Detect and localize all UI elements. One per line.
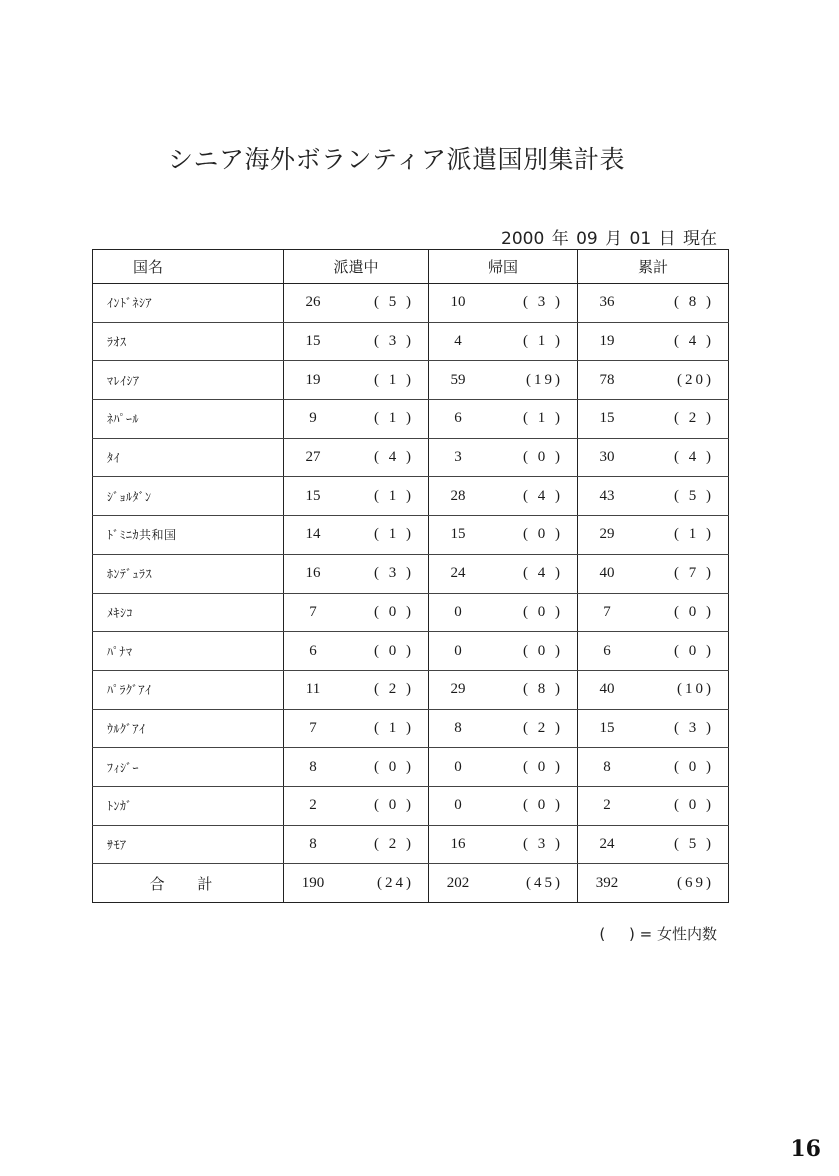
dispatched-cell — [284, 284, 429, 323]
table-row — [93, 593, 729, 632]
country-name: ﾎﾝﾃﾞｭﾗｽ — [93, 554, 284, 593]
table-row — [93, 400, 729, 439]
returned-women-count: ( 0 ) — [523, 449, 563, 466]
returned-count: 3 — [454, 449, 462, 466]
returned-women-count: ( 1 ) — [523, 333, 563, 350]
cumulative-cell — [578, 438, 729, 477]
cumulative-women-count: (20) — [677, 371, 714, 388]
returned-cell — [429, 438, 578, 477]
header-returned: 帰国 — [429, 250, 578, 284]
cumulative-count: 40 — [599, 681, 615, 698]
as-of-month-unit: 月 — [605, 229, 623, 249]
cumulative-cell — [578, 632, 729, 671]
returned-cell — [429, 361, 578, 400]
dispatched-cell — [284, 322, 429, 361]
returned-count: 24 — [450, 565, 466, 582]
cumulative-count: 7 — [603, 603, 611, 620]
cumulative-cell — [578, 670, 729, 709]
country-name: ﾊﾟﾗｸﾞｱｲ — [93, 670, 284, 709]
cumulative-count: 30 — [599, 449, 615, 466]
returned-count: 59 — [450, 371, 466, 388]
dispatched-women-count: ( 0 ) — [374, 642, 414, 659]
table-row — [93, 284, 729, 323]
as-of-date — [501, 224, 719, 249]
table-body — [93, 284, 729, 864]
returned-women-count: ( 1 ) — [523, 410, 563, 427]
cumulative-count: 15 — [599, 410, 615, 427]
cumulative-women-count: ( 7 ) — [674, 565, 714, 582]
total-returned-cell — [429, 864, 578, 903]
dispatched-cell — [284, 709, 429, 748]
returned-cell — [429, 477, 578, 516]
legend-note: ( ) = 女性内数 — [599, 925, 717, 943]
returned-cell — [429, 632, 578, 671]
table-row — [93, 825, 729, 864]
country-name: ﾒｷｼｺ — [93, 593, 284, 632]
dispatched-cell — [284, 554, 429, 593]
returned-cell — [429, 322, 578, 361]
dispatched-count: 15 — [305, 333, 321, 350]
cumulative-cell — [578, 748, 729, 787]
dispatched-count: 2 — [309, 797, 317, 814]
cumulative-women-count: ( 2 ) — [674, 410, 714, 427]
dispatched-count: 15 — [305, 487, 321, 504]
dispatched-count: 16 — [305, 565, 321, 582]
cumulative-count: 40 — [599, 565, 615, 582]
dispatched-count: 19 — [305, 371, 321, 388]
cumulative-women-count: ( 4 ) — [674, 333, 714, 350]
cumulative-cell — [578, 322, 729, 361]
cumulative-count: 78 — [599, 371, 615, 388]
country-name: ﾏﾚｲｼｱ — [93, 361, 284, 400]
dispatched-cell — [284, 593, 429, 632]
dispatched-count: 14 — [305, 526, 321, 543]
dispatched-women-count: ( 0 ) — [374, 603, 414, 620]
dispatched-cell — [284, 516, 429, 555]
dispatched-women-count: ( 3 ) — [374, 565, 414, 582]
cumulative-women-count: ( 0 ) — [674, 758, 714, 775]
returned-women-count: ( 0 ) — [523, 603, 563, 620]
dispatched-women-count: ( 0 ) — [374, 797, 414, 814]
country-name: ﾊﾟﾅﾏ — [93, 632, 284, 671]
cumulative-count: 8 — [603, 758, 611, 775]
dispatched-women-count: ( 5 ) — [374, 294, 414, 311]
table-row — [93, 632, 729, 671]
dispatched-count: 8 — [309, 758, 317, 775]
returned-women-count: (19) — [526, 371, 563, 388]
dispatched-women-count: ( 1 ) — [374, 410, 414, 427]
cumulative-count: 29 — [599, 526, 615, 543]
header-dispatched: 派遣中 — [284, 250, 429, 284]
dispatched-cell — [284, 632, 429, 671]
returned-count: 29 — [450, 681, 466, 698]
volunteer-summary-table — [92, 249, 729, 903]
returned-count: 0 — [454, 642, 462, 659]
returned-count: 6 — [454, 410, 462, 427]
total-dispatched: 190 — [301, 874, 325, 891]
cumulative-cell — [578, 554, 729, 593]
returned-count: 16 — [450, 835, 466, 852]
dispatched-cell — [284, 670, 429, 709]
cumulative-women-count: ( 3 ) — [674, 719, 714, 736]
country-name: ﾌｨｼﾞｰ — [93, 748, 284, 787]
country-name: ﾀｲ — [93, 438, 284, 477]
page-number: 16 — [790, 1136, 821, 1162]
total-label: 合 計 — [93, 864, 284, 903]
country-name: ｲﾝﾄﾞﾈｼｱ — [93, 284, 284, 323]
country-name: ﾄﾝｶﾞ — [93, 786, 284, 825]
returned-count: 8 — [454, 719, 462, 736]
cumulative-cell — [578, 593, 729, 632]
table-row — [93, 709, 729, 748]
cumulative-cell — [578, 709, 729, 748]
total-cumulative-women: (69) — [677, 874, 714, 891]
cumulative-cell — [578, 400, 729, 439]
cumulative-count: 36 — [599, 294, 615, 311]
country-name: ﾄﾞﾐﾆｶ共和国 — [93, 516, 284, 555]
dispatched-cell — [284, 400, 429, 439]
returned-count: 4 — [454, 333, 462, 350]
cumulative-cell — [578, 786, 729, 825]
dispatched-count: 26 — [305, 294, 321, 311]
cumulative-cell — [578, 284, 729, 323]
cumulative-cell — [578, 825, 729, 864]
header-cumulative: 累計 — [578, 250, 729, 284]
returned-women-count: ( 4 ) — [523, 487, 563, 504]
country-name: ｻﾓｱ — [93, 825, 284, 864]
cumulative-cell — [578, 477, 729, 516]
country-name: ｳﾙｸﾞｱｲ — [93, 709, 284, 748]
dispatched-cell — [284, 786, 429, 825]
returned-count: 15 — [450, 526, 466, 543]
total-row — [93, 864, 729, 903]
returned-count: 0 — [454, 758, 462, 775]
returned-women-count: ( 3 ) — [523, 294, 563, 311]
dispatched-count: 27 — [305, 449, 321, 466]
dispatched-women-count: ( 0 ) — [374, 758, 414, 775]
dispatched-women-count: ( 1 ) — [374, 719, 414, 736]
cumulative-women-count: ( 0 ) — [674, 797, 714, 814]
cumulative-count: 24 — [599, 835, 615, 852]
cumulative-count: 15 — [599, 719, 615, 736]
as-of-day-unit: 日 — [658, 229, 676, 249]
table-header-row — [93, 250, 729, 284]
returned-count: 10 — [450, 294, 466, 311]
country-name: ｼﾞｮﾙﾀﾞﾝ — [93, 477, 284, 516]
returned-cell — [429, 516, 578, 555]
dispatched-count: 11 — [305, 681, 321, 698]
returned-women-count: ( 0 ) — [523, 526, 563, 543]
returned-women-count: ( 0 ) — [523, 642, 563, 659]
cumulative-count: 6 — [603, 642, 611, 659]
as-of-year-unit: 年 — [551, 229, 569, 249]
dispatched-count: 7 — [309, 719, 317, 736]
returned-count: 28 — [450, 487, 466, 504]
country-name: ﾗｵｽ — [93, 322, 284, 361]
returned-cell — [429, 748, 578, 787]
dispatched-count: 7 — [309, 603, 317, 620]
table-row — [93, 786, 729, 825]
returned-women-count: ( 0 ) — [523, 797, 563, 814]
table-row — [93, 438, 729, 477]
returned-cell — [429, 593, 578, 632]
dispatched-women-count: ( 1 ) — [374, 371, 414, 388]
table-row — [93, 554, 729, 593]
returned-cell — [429, 825, 578, 864]
returned-cell — [429, 284, 578, 323]
returned-cell — [429, 786, 578, 825]
table-row — [93, 322, 729, 361]
returned-women-count: ( 3 ) — [523, 835, 563, 852]
returned-women-count: ( 8 ) — [523, 681, 563, 698]
table-row — [93, 670, 729, 709]
cumulative-women-count: ( 4 ) — [674, 449, 714, 466]
total-dispatched-women: (24) — [377, 874, 414, 891]
returned-cell — [429, 554, 578, 593]
cumulative-cell — [578, 516, 729, 555]
dispatched-cell — [284, 748, 429, 787]
dispatched-women-count: ( 4 ) — [374, 449, 414, 466]
returned-cell — [429, 670, 578, 709]
cumulative-women-count: ( 0 ) — [674, 603, 714, 620]
dispatched-cell — [284, 477, 429, 516]
as-of-suffix: 現在 — [683, 229, 717, 249]
total-returned: 202 — [446, 874, 470, 891]
total-dispatched-cell — [284, 864, 429, 903]
dispatched-cell — [284, 825, 429, 864]
cumulative-women-count: ( 1 ) — [674, 526, 714, 543]
cumulative-cell — [578, 361, 729, 400]
cumulative-count: 43 — [599, 487, 615, 504]
dispatched-women-count: ( 2 ) — [374, 835, 414, 852]
total-cumulative: 392 — [595, 874, 619, 891]
returned-women-count: ( 0 ) — [523, 758, 563, 775]
cumulative-count: 19 — [599, 333, 615, 350]
dispatched-count: 8 — [309, 835, 317, 852]
cumulative-women-count: ( 5 ) — [674, 835, 714, 852]
table-row — [93, 516, 729, 555]
returned-cell — [429, 400, 578, 439]
cumulative-women-count: ( 0 ) — [674, 642, 714, 659]
returned-women-count: ( 2 ) — [523, 719, 563, 736]
cumulative-count: 2 — [603, 797, 611, 814]
returned-count: 0 — [454, 797, 462, 814]
dispatched-women-count: ( 1 ) — [374, 487, 414, 504]
header-country: 国名 — [93, 250, 284, 284]
dispatched-women-count: ( 3 ) — [374, 333, 414, 350]
cumulative-women-count: ( 5 ) — [674, 487, 714, 504]
dispatched-women-count: ( 1 ) — [374, 526, 414, 543]
table-row — [93, 748, 729, 787]
as-of-year: 2000 — [501, 229, 545, 249]
dispatched-cell — [284, 438, 429, 477]
total-returned-women: (45) — [526, 874, 563, 891]
returned-cell — [429, 709, 578, 748]
country-name: ﾈﾊﾟｰﾙ — [93, 400, 284, 439]
returned-women-count: ( 4 ) — [523, 565, 563, 582]
dispatched-women-count: ( 2 ) — [374, 681, 414, 698]
dispatched-count: 9 — [309, 410, 317, 427]
as-of-day: 01 — [629, 229, 652, 249]
total-cumulative-cell — [578, 864, 729, 903]
cumulative-women-count: ( 8 ) — [674, 294, 714, 311]
dispatched-count: 6 — [309, 642, 317, 659]
returned-count: 0 — [454, 603, 462, 620]
cumulative-women-count: (10) — [677, 681, 714, 698]
page-title: シニア海外ボランティア派遣国別集計表 — [168, 145, 626, 174]
table-row — [93, 361, 729, 400]
as-of-month: 09 — [576, 229, 598, 249]
table-row — [93, 477, 729, 516]
dispatched-cell — [284, 361, 429, 400]
